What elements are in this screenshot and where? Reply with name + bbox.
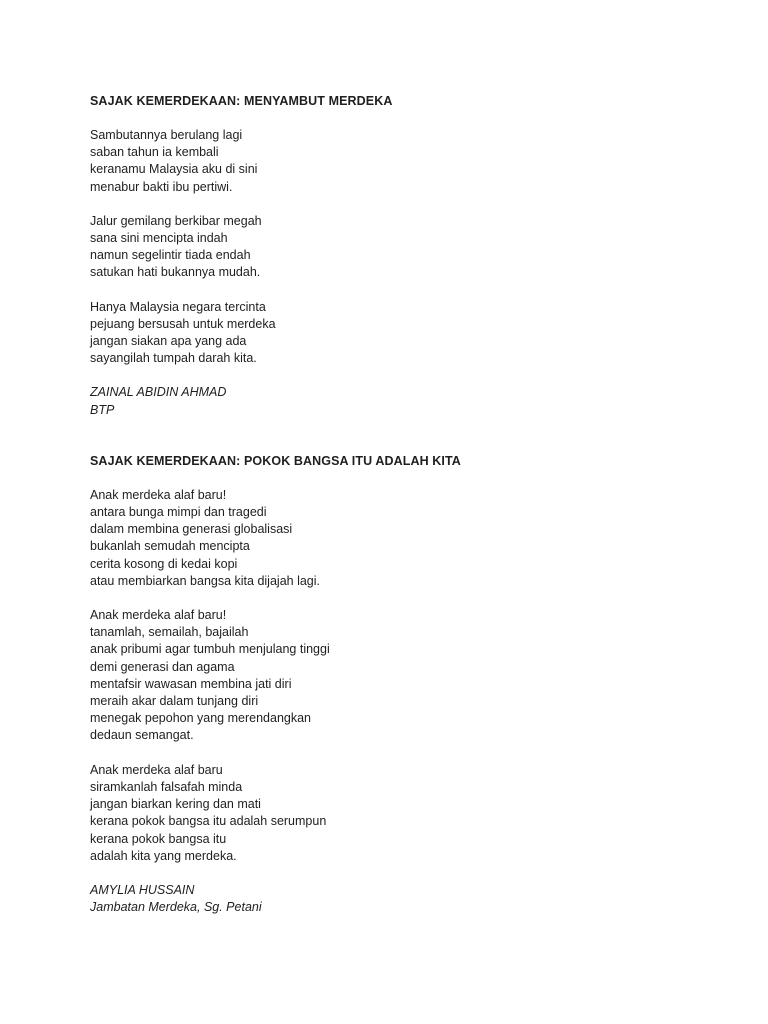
poem-author (90, 384, 730, 418)
poem-line: bukanlah semudah mencipta (90, 539, 250, 554)
stanza (90, 299, 730, 368)
poem-title: SAJAK KEMERDEKAAN: MENYAMBUT MERDEKA (90, 94, 393, 108)
poem-line: atau membiarkan bangsa kita dijajah lagi. (90, 573, 320, 588)
poem-line: adalah kita yang merdeka. (90, 848, 237, 863)
author-name: ZAINAL ABIDIN AHMAD (90, 385, 227, 400)
poem-line: kerana pokok bangsa itu (90, 831, 227, 846)
poem-line: Sambutannya berulang lagi (90, 128, 243, 142)
poem-line: Anak merdeka alaf baru! (90, 608, 227, 623)
poem-line: antara bunga mimpi dan tragedi (90, 505, 267, 520)
poem-line: jangan siakan apa yang ada (90, 334, 247, 349)
poem-pokok-bangsa (90, 453, 730, 916)
poem-line: menabur bakti ibu pertiwi. (90, 179, 233, 194)
poem-line: cerita kosong di kedai kopi (90, 556, 238, 571)
poem-line: saban tahun ia kembali (90, 145, 219, 160)
stanza (90, 487, 730, 590)
author-affiliation: Jambatan Merdeka, Sg. Petani (90, 900, 262, 915)
poem-line: tanamlah, semailah, bajailah (90, 625, 249, 640)
poem-line: Anak merdeka alaf baru (90, 762, 223, 777)
poem-line: mentafsir wawasan membina jati diri (90, 676, 292, 691)
poem-line: dalam membina generasi globalisasi (90, 522, 293, 537)
poem-line: demi generasi dan agama (90, 659, 235, 674)
poem-line: keranamu Malaysia aku di sini (90, 162, 258, 177)
poem-line: sana sini mencipta indah (90, 231, 228, 246)
poem-line: Anak merdeka alaf baru! (90, 487, 227, 502)
poem-line: dedaun semangat. (90, 728, 194, 743)
poem-line: Jalur gemilang berkibar megah (90, 213, 262, 228)
poem-line: Hanya Malaysia negara tercinta (90, 299, 266, 314)
poem-line: jangan biarkan kering dan mati (90, 797, 261, 812)
poem-line: sayangilah tumpah darah kita. (90, 351, 257, 366)
poem-line: meraih akar dalam tunjang diri (90, 694, 259, 709)
stanza (90, 762, 730, 865)
poem-line: anak pribumi agar tumbuh menjulang tinggi (90, 642, 330, 657)
poem-line: menegak pepohon yang merendangkan (90, 711, 312, 726)
stanza (90, 607, 730, 745)
poem-author (90, 882, 730, 916)
poem-line: pejuang bersusah untuk merdeka (90, 316, 276, 331)
document-page (90, 93, 730, 916)
stanza (90, 127, 730, 196)
author-affiliation: BTP (90, 402, 115, 417)
poem-menyambut-merdeka (90, 93, 730, 419)
poem-line: kerana pokok bangsa itu adalah serumpun (90, 814, 327, 829)
stanza (90, 213, 730, 282)
poem-line: satukan hati bukannya mudah. (90, 265, 261, 280)
author-name: AMYLIA HUSSAIN (90, 882, 195, 897)
poem-title: SAJAK KEMERDEKAAN: POKOK BANGSA ITU ADALAH KITA (90, 453, 461, 468)
poem-line: siramkanlah falsafah minda (90, 779, 243, 794)
poem-line: namun segelintir tiada endah (90, 248, 251, 263)
